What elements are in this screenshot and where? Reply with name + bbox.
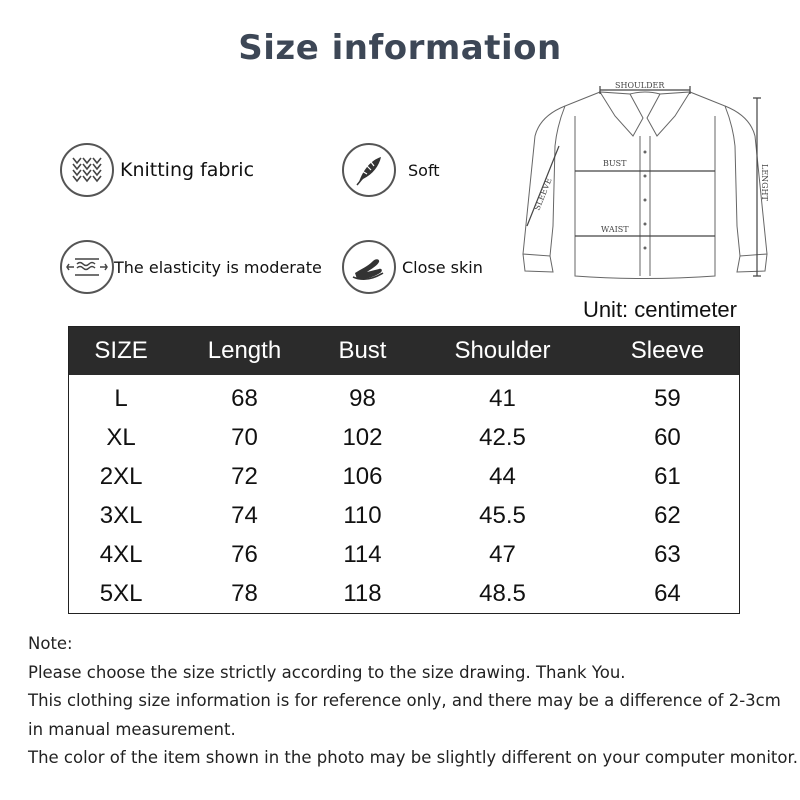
stretch-icon	[60, 240, 114, 294]
sleeve-label: SLEEVE	[532, 176, 554, 212]
cell-size: 3XL	[99, 501, 143, 529]
header-shoulder: Shoulder	[409, 327, 596, 376]
cell-size: 4XL	[99, 540, 143, 568]
notes-section	[28, 630, 798, 773]
header-length: Length	[173, 327, 316, 376]
cell-sleeve: 63	[654, 540, 681, 568]
header-sleeve: Sleeve	[596, 327, 740, 376]
feature-knitting-fabric	[60, 143, 254, 197]
cell-bust: 118	[343, 579, 382, 607]
cell-size: 2XL	[99, 462, 143, 490]
feature-elasticity	[60, 240, 322, 294]
note-line: This clothing size information is for reference only, and there may be a difference of 2-3cm	[28, 691, 781, 710]
table-row	[69, 375, 740, 418]
note-heading: Note:	[28, 634, 73, 653]
feature-soft	[342, 143, 440, 197]
page-title: Size information	[238, 28, 562, 68]
cell-length: 76	[231, 540, 258, 568]
waist-label: WAIST	[601, 225, 629, 234]
unit-label: Unit: centimeter	[582, 297, 737, 322]
feather-icon	[342, 143, 396, 197]
feature-label: Knitting fabric	[120, 159, 255, 181]
cell-length: 68	[231, 384, 258, 412]
size-table	[68, 326, 740, 614]
cell-bust: 102	[342, 423, 383, 451]
table-row	[69, 496, 740, 535]
header-bust: Bust	[316, 327, 409, 376]
note-line: Please choose the size strictly according to the size drawing. Thank You.	[28, 662, 626, 682]
table-row	[69, 535, 740, 574]
cell-bust: 114	[343, 540, 382, 568]
cell-sleeve: 64	[654, 579, 681, 607]
table-row	[69, 457, 740, 496]
cell-sleeve: 59	[654, 384, 681, 412]
feature-label: Soft	[408, 160, 440, 180]
hand-icon	[342, 240, 396, 294]
yarn-icon	[60, 143, 114, 197]
cell-shoulder: 44	[489, 462, 516, 490]
cell-bust: 106	[342, 462, 383, 490]
cell-size: L	[114, 384, 128, 412]
cell-bust: 98	[349, 384, 376, 412]
table-row	[69, 574, 740, 614]
cell-length: 70	[231, 423, 258, 451]
shoulder-label: SHOULDER	[615, 81, 665, 90]
note-line: The color of the item shown in the photo may be slightly different on your computer monitor.	[28, 748, 798, 767]
header-size: SIZE	[69, 327, 174, 376]
cell-shoulder: 45.5	[479, 501, 526, 529]
cell-shoulder: 48.5	[479, 579, 526, 607]
cell-shoulder: 47	[489, 540, 516, 568]
table-row	[69, 418, 740, 457]
cell-sleeve: 62	[654, 501, 681, 529]
note-line: in manual measurement.	[28, 719, 236, 739]
cell-length: 78	[231, 579, 258, 607]
cell-size: XL	[106, 423, 136, 451]
cell-length: 72	[231, 462, 258, 490]
feature-close-skin	[342, 240, 483, 294]
shirt-diagram	[505, 76, 785, 296]
feature-label: Close skin	[402, 257, 483, 277]
cell-bust: 110	[343, 501, 382, 529]
cell-shoulder: 42.5	[479, 423, 526, 451]
bust-label: BUST	[603, 159, 627, 168]
cell-shoulder: 41	[489, 384, 516, 412]
cell-length: 74	[231, 501, 258, 529]
length-label: LENGHT	[760, 164, 769, 201]
cell-sleeve: 60	[654, 423, 681, 451]
cell-size: 5XL	[99, 579, 143, 607]
table-header-row	[69, 327, 740, 376]
cell-sleeve: 61	[654, 462, 681, 490]
feature-label: The elasticity is moderate	[114, 257, 322, 277]
